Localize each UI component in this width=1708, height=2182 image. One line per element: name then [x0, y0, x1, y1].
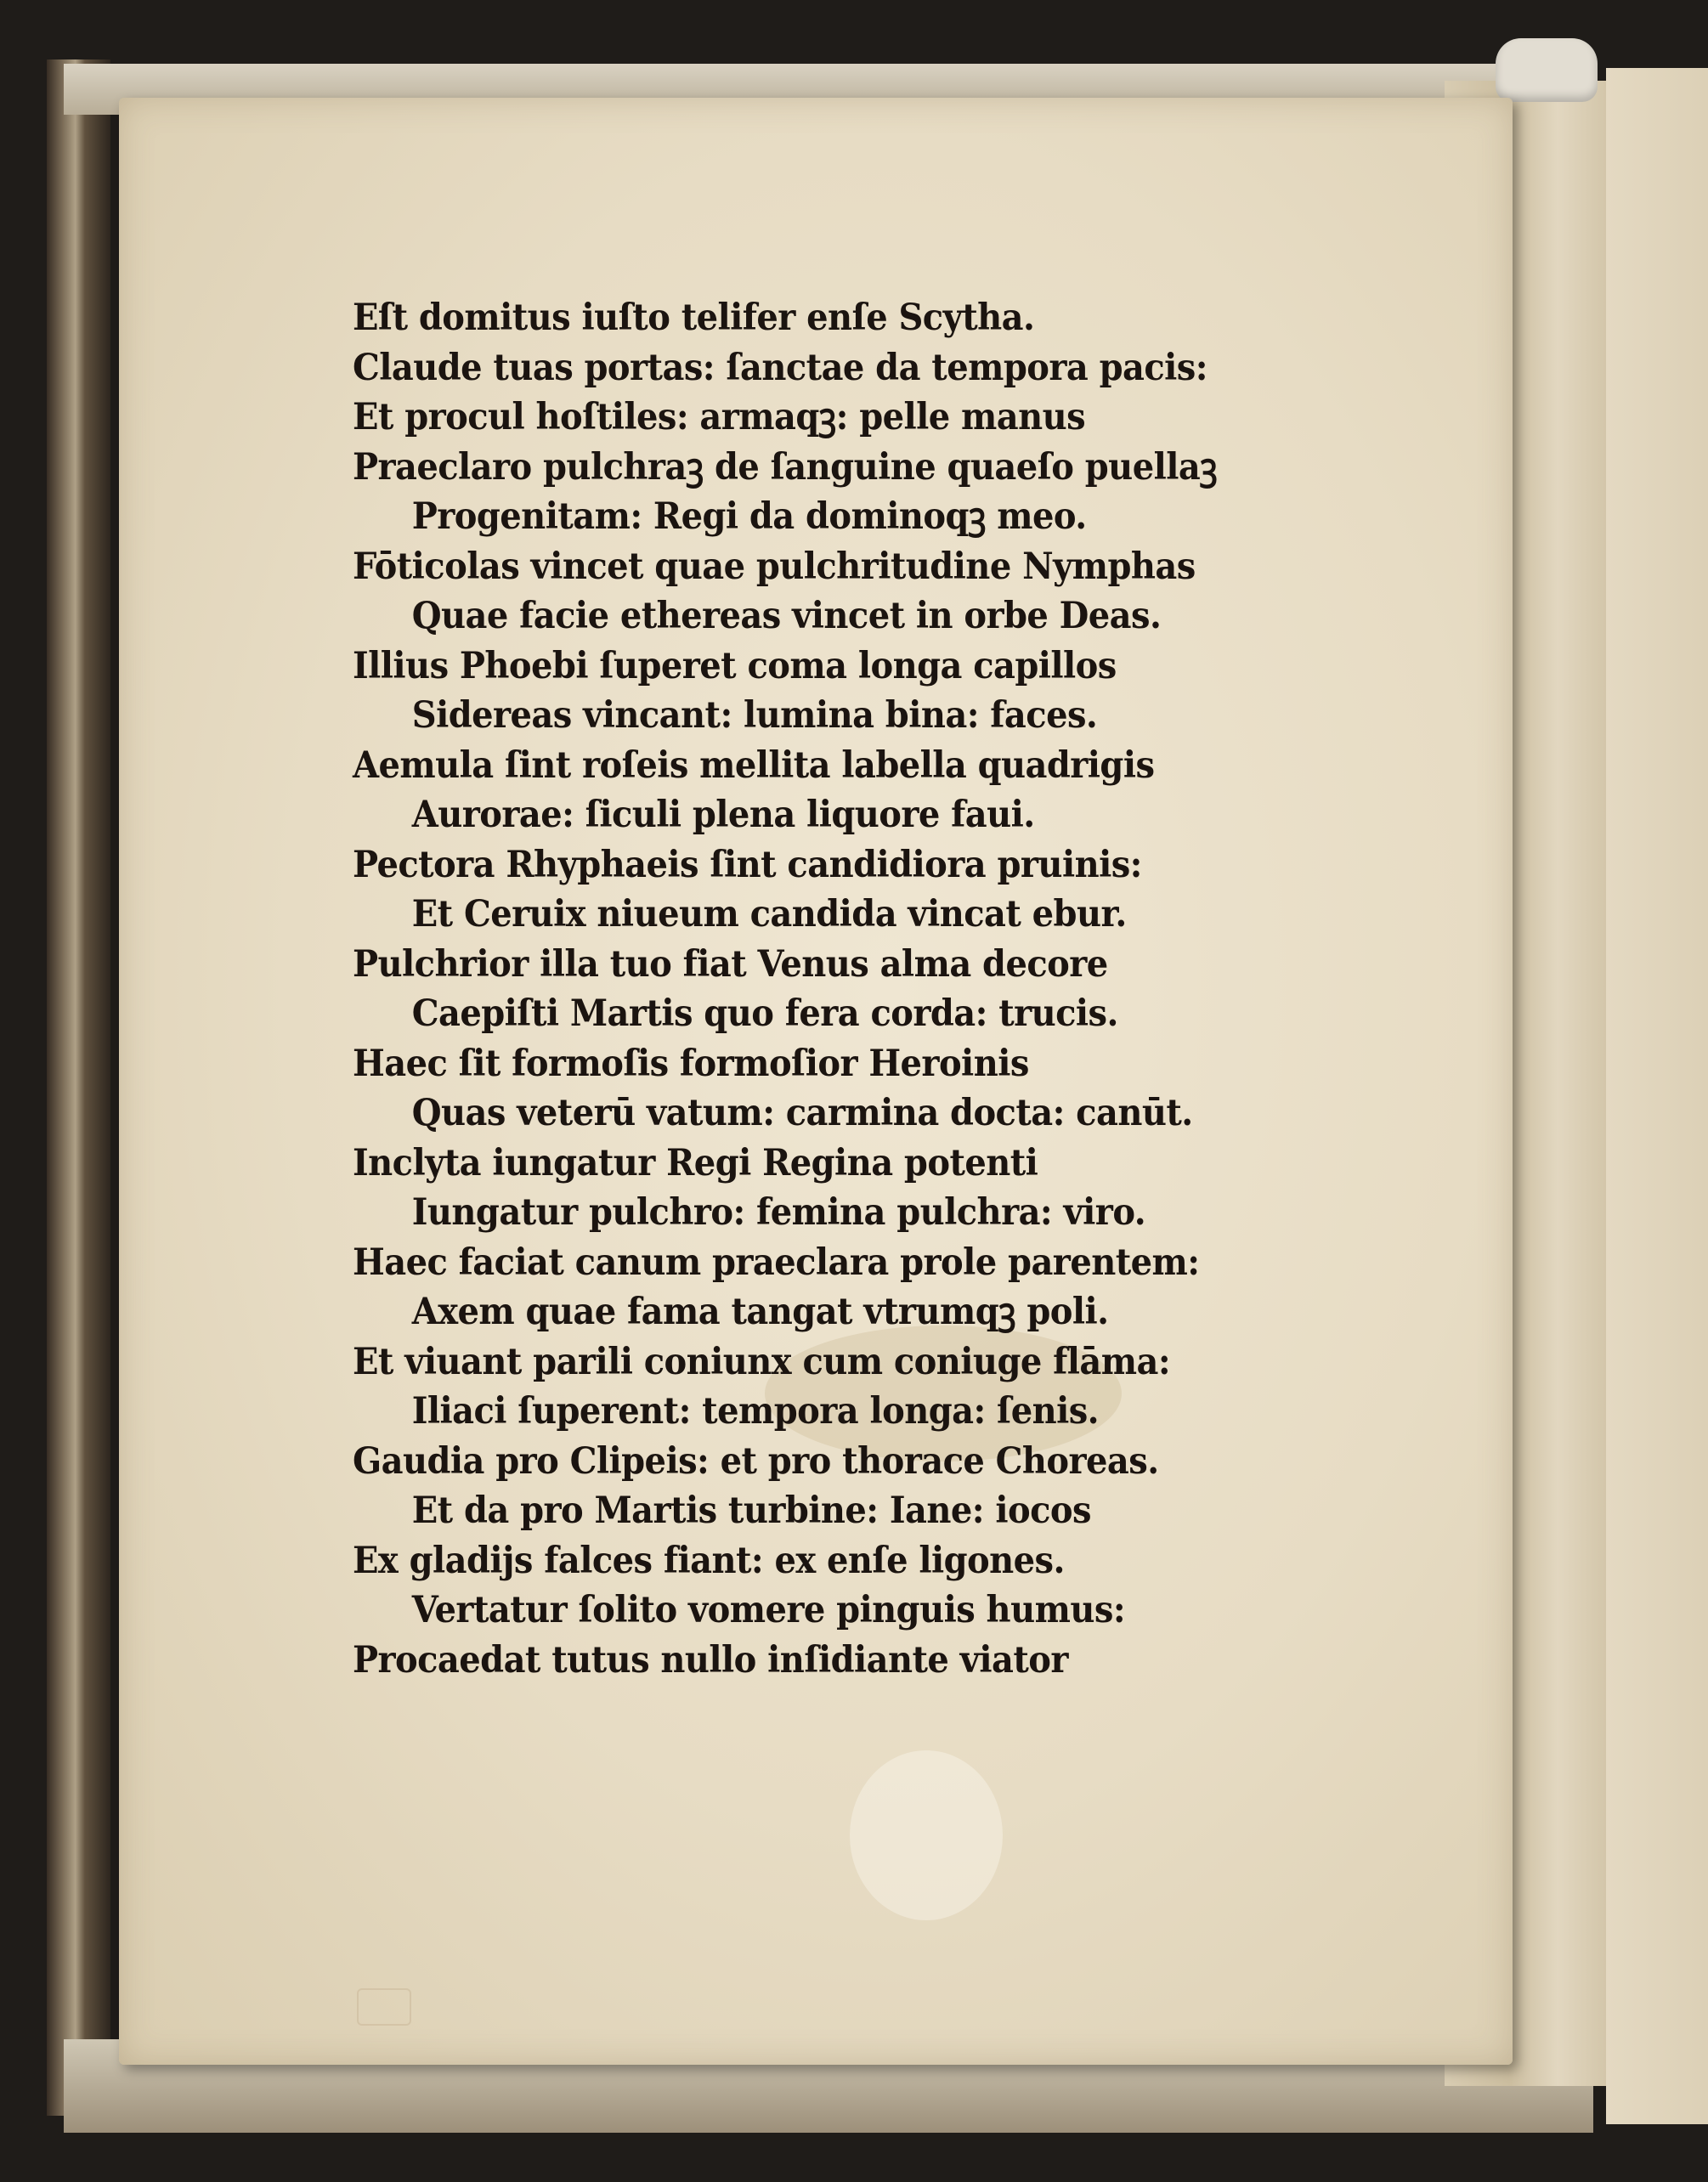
binding-clasp — [1496, 38, 1598, 102]
verse-line: Et procul hoſtiles: armaqꝫ: pelle manus — [353, 396, 1086, 438]
paper-wear — [850, 1750, 1003, 1920]
verse-line: Quas veterū vatum: carmina docta: canūt. — [411, 1092, 1193, 1134]
verse-line: Et viuant parili coniunx cum coniuge flāma: — [353, 1340, 1171, 1383]
verse-text-block — [353, 293, 1372, 1685]
verse-line: Fōticolas vincet quae pulchritudine Nymphas — [353, 545, 1196, 588]
verse-line: Pectora Rhyphaeis ſint candidiora pruinis: — [353, 843, 1142, 886]
verse-line: Progenitam: Regi da dominoqꝫ meo. — [411, 495, 1087, 538]
verse-line: Claude tuas portas: ſanctae da tempora pacis: — [353, 346, 1207, 389]
verse-line: Et da pro Martis turbine: Iane: iocos — [411, 1490, 1091, 1532]
verse-line: Procaedat tutus nullo inſidiante viator — [353, 1638, 1068, 1682]
verse-line: Vertatur ſolito vomere pinguis humus: — [411, 1589, 1126, 1631]
verse-line: Aemula ſint roſeis mellita labella quadrigis — [353, 743, 1155, 787]
verse-line: Illius Phoebi ſuperet coma longa capillos — [353, 644, 1117, 687]
verse-line: Pulchrior illa tuo fiat Venus alma decore — [353, 942, 1108, 986]
verse-line: Et Ceruix niueum candida vincat ebur. — [411, 893, 1127, 936]
verse-line: Iungatur pulchro: femina pulchra: viro. — [411, 1191, 1146, 1234]
verse-line: Haec faciat canum praeclara prole parentem: — [353, 1241, 1200, 1284]
verse-line: Sidereas vincant: lumina bina: faces. — [411, 694, 1098, 737]
verse-line: Gaudia pro Clipeis: et pro thorace Choreas. — [353, 1439, 1159, 1483]
verse-line: Eſt domitus iuſto telifer enſe Scytha. — [353, 297, 1035, 339]
verse-line: Caepiſti Martis quo fera corda: trucis. — [411, 992, 1118, 1035]
verse-line: Axem quae fama tangat vtrumqꝫ poli. — [411, 1291, 1109, 1333]
verse-line: Quae facie ethereas vincet in orbe Deas. — [411, 595, 1162, 637]
verse-line: Haec ſit formoſis formoſior Heroinis — [353, 1042, 1029, 1085]
faint-page-mark — [357, 1988, 411, 2026]
marbled-binding-edge — [47, 59, 110, 2116]
verse-line: Inclyta iungatur Regi Regina potenti — [353, 1141, 1038, 1184]
verse-line: Aurorae: ſiculi plena liquore faui. — [411, 794, 1035, 836]
verse-line: Praeclaro pulchraꝫ de ſanguine quaeſo puellaꝫ — [353, 445, 1218, 489]
verse-line: Ex gladijs falces fiant: ex enſe ligones. — [353, 1539, 1065, 1582]
verse-line: Iliaci ſuperent: tempora longa: ſenis. — [411, 1390, 1100, 1433]
facing-page-edge — [1606, 68, 1708, 2124]
